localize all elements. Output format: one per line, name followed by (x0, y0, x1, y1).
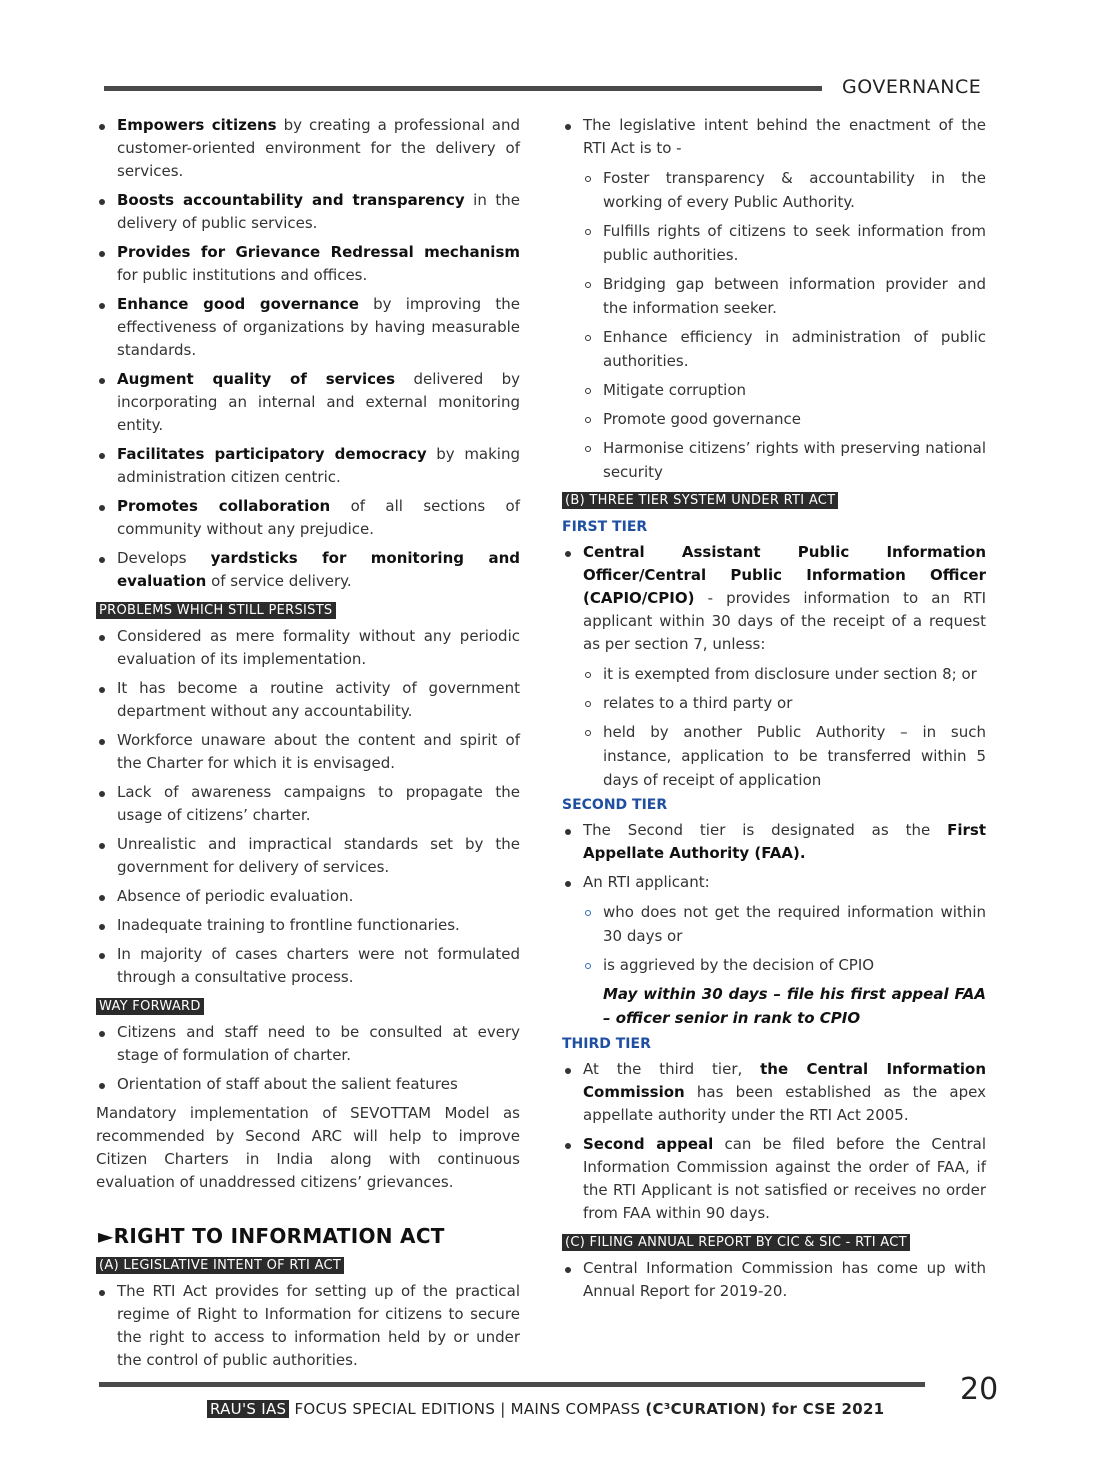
rti-intent-heading: (A) LEGISLATIVE INTENT OF RTI ACT (96, 1257, 344, 1274)
sub-list-item: Bridging gap between information provider and the information seeker. (582, 272, 986, 320)
list-item: Boosts accountability and transparency in the delivery of public services. (96, 189, 520, 235)
list-item: The RTI Act provides for setting up of the practical regime of Right to Information for citizens to secure the right to access to information held by or under the control of public authorities. (96, 1280, 520, 1372)
third-tier-heading: THIRD TIER (562, 1036, 651, 1052)
list-item: Enhance good governance by improving the effectiveness of organizations by having measurable standards. (96, 293, 520, 362)
footer (207, 1400, 884, 1418)
footer-rule (99, 1382, 925, 1387)
list-item: Central Assistant Public Information Officer/Central Public Information Officer (CAPIO/CPIO) - provides information to an RTI applicant within 30 days of the receipt of a request as per section 7, unless: (562, 541, 986, 656)
list-item: Provides for Grievance Redressal mechanism for public institutions and offices. (96, 241, 520, 287)
list-item: It has become a routine activity of government department without any accountability. (96, 677, 520, 723)
problems-heading: PROBLEMS WHICH STILL PERSISTS (96, 602, 336, 619)
list-item: Promotes collaboration of all sections of community without any prejudice. (96, 495, 520, 541)
list-item: Develops yardsticks for monitoring and evaluation of service delivery. (96, 547, 520, 593)
list-item: Empowers citizens by creating a professional and customer-oriented environment for the delivery of services. (96, 114, 520, 183)
list-item: Lack of awareness campaigns to propagate the usage of citizens’ charter. (96, 781, 520, 827)
brand-label: RAU'S IAS (207, 1400, 289, 1418)
list-item: The legislative intent behind the enactment of the RTI Act is to - (562, 114, 986, 160)
sub-list-item: Harmonise citizens’ rights with preserving national security (582, 436, 986, 484)
right-column (562, 114, 986, 1309)
list-item: Inadequate training to frontline functionaries. (96, 914, 520, 937)
second-tier-heading: SECOND TIER (562, 797, 668, 813)
list-item: Citizens and staff need to be consulted at every stage of formulation of charter. (96, 1021, 520, 1067)
page-number: 20 (960, 1372, 999, 1407)
three-tier-heading: (B) THREE TIER SYSTEM UNDER RTI ACT (562, 492, 838, 509)
sub-list-item: Promote good governance (582, 407, 986, 431)
sub-list-item: who does not get the required information within 30 days or (582, 900, 986, 948)
sub-list-item: Mitigate corruption (582, 378, 986, 402)
sub-list-item: Foster transparency & accountability in the working of every Public Authority. (582, 166, 986, 214)
list-item: Considered as mere formality without any periodic evaluation of its implementation. (96, 625, 520, 671)
list-item: The Second tier is designated as the First Appellate Authority (FAA). (562, 819, 986, 865)
sub-list-item: Enhance efficiency in administration of public authorities. (582, 325, 986, 373)
section-header: GOVERNANCE (842, 76, 982, 98)
footer-text: FOCUS SPECIAL EDITIONS | MAINS COMPASS (289, 1400, 646, 1418)
sub-list-item: held by another Public Authority – in such instance, application to be transferred within 5 days of receipt of application (582, 720, 986, 792)
list-item: Workforce unaware about the content and spirit of the Charter for which it is envisaged. (96, 729, 520, 775)
list-item: Unrealistic and impractical standards set by the government for delivery of services. (96, 833, 520, 879)
list-item: Absence of periodic evaluation. (96, 885, 520, 908)
annual-report-heading: (C) FILING ANNUAL REPORT BY CIC & SIC - RTI ACT (562, 1234, 910, 1251)
rti-section-title: ►RIGHT TO INFORMATION ACT (98, 1224, 445, 1248)
sub-list-item: relates to a third party or (582, 691, 986, 715)
way-forward-paragraph: Mandatory implementation of SEVOTTAM Model as recommended by Second ARC will help to improve Citizen Charters in India along with continuous evaluation of unaddressed citizens’ grievances. (96, 1104, 520, 1191)
sub-list-item: Fulfills rights of citizens to seek information from public authorities. (582, 219, 986, 267)
list-item: Central Information Commission has come up with Annual Report for 2019-20. (562, 1257, 986, 1303)
list-item: Augment quality of services delivered by incorporating an internal and external monitoring entity. (96, 368, 520, 437)
first-tier-heading: FIRST TIER (562, 519, 648, 535)
list-item: Facilitates participatory democracy by making administration citizen centric. (96, 443, 520, 489)
footer-edition: (C³CURATION) for CSE 2021 (645, 1400, 885, 1418)
sub-list-item: is aggrieved by the decision of CPIO (582, 953, 986, 977)
list-item: At the third tier, the Central Information Commission has been established as the apex appellate authority under the RTI Act 2005. (562, 1058, 986, 1127)
way-forward-heading: WAY FORWARD (96, 998, 204, 1015)
appeal-note: May within 30 days – file his first appeal FAA – officer senior in rank to CPIO (603, 985, 986, 1027)
list-item: In majority of cases charters were not formulated through a consultative process. (96, 943, 520, 989)
list-item: Orientation of staff about the salient features (96, 1073, 520, 1096)
header-rule (104, 86, 822, 91)
sub-list-item: it is exempted from disclosure under section 8; or (582, 662, 986, 686)
left-column (96, 114, 520, 1378)
list-item: Second appeal can be filed before the Central Information Commission against the order of FAA, if the RTI Applicant is not satisfied or receives no order from FAA within 90 days. (562, 1133, 986, 1225)
list-item: An RTI applicant: (562, 871, 986, 894)
